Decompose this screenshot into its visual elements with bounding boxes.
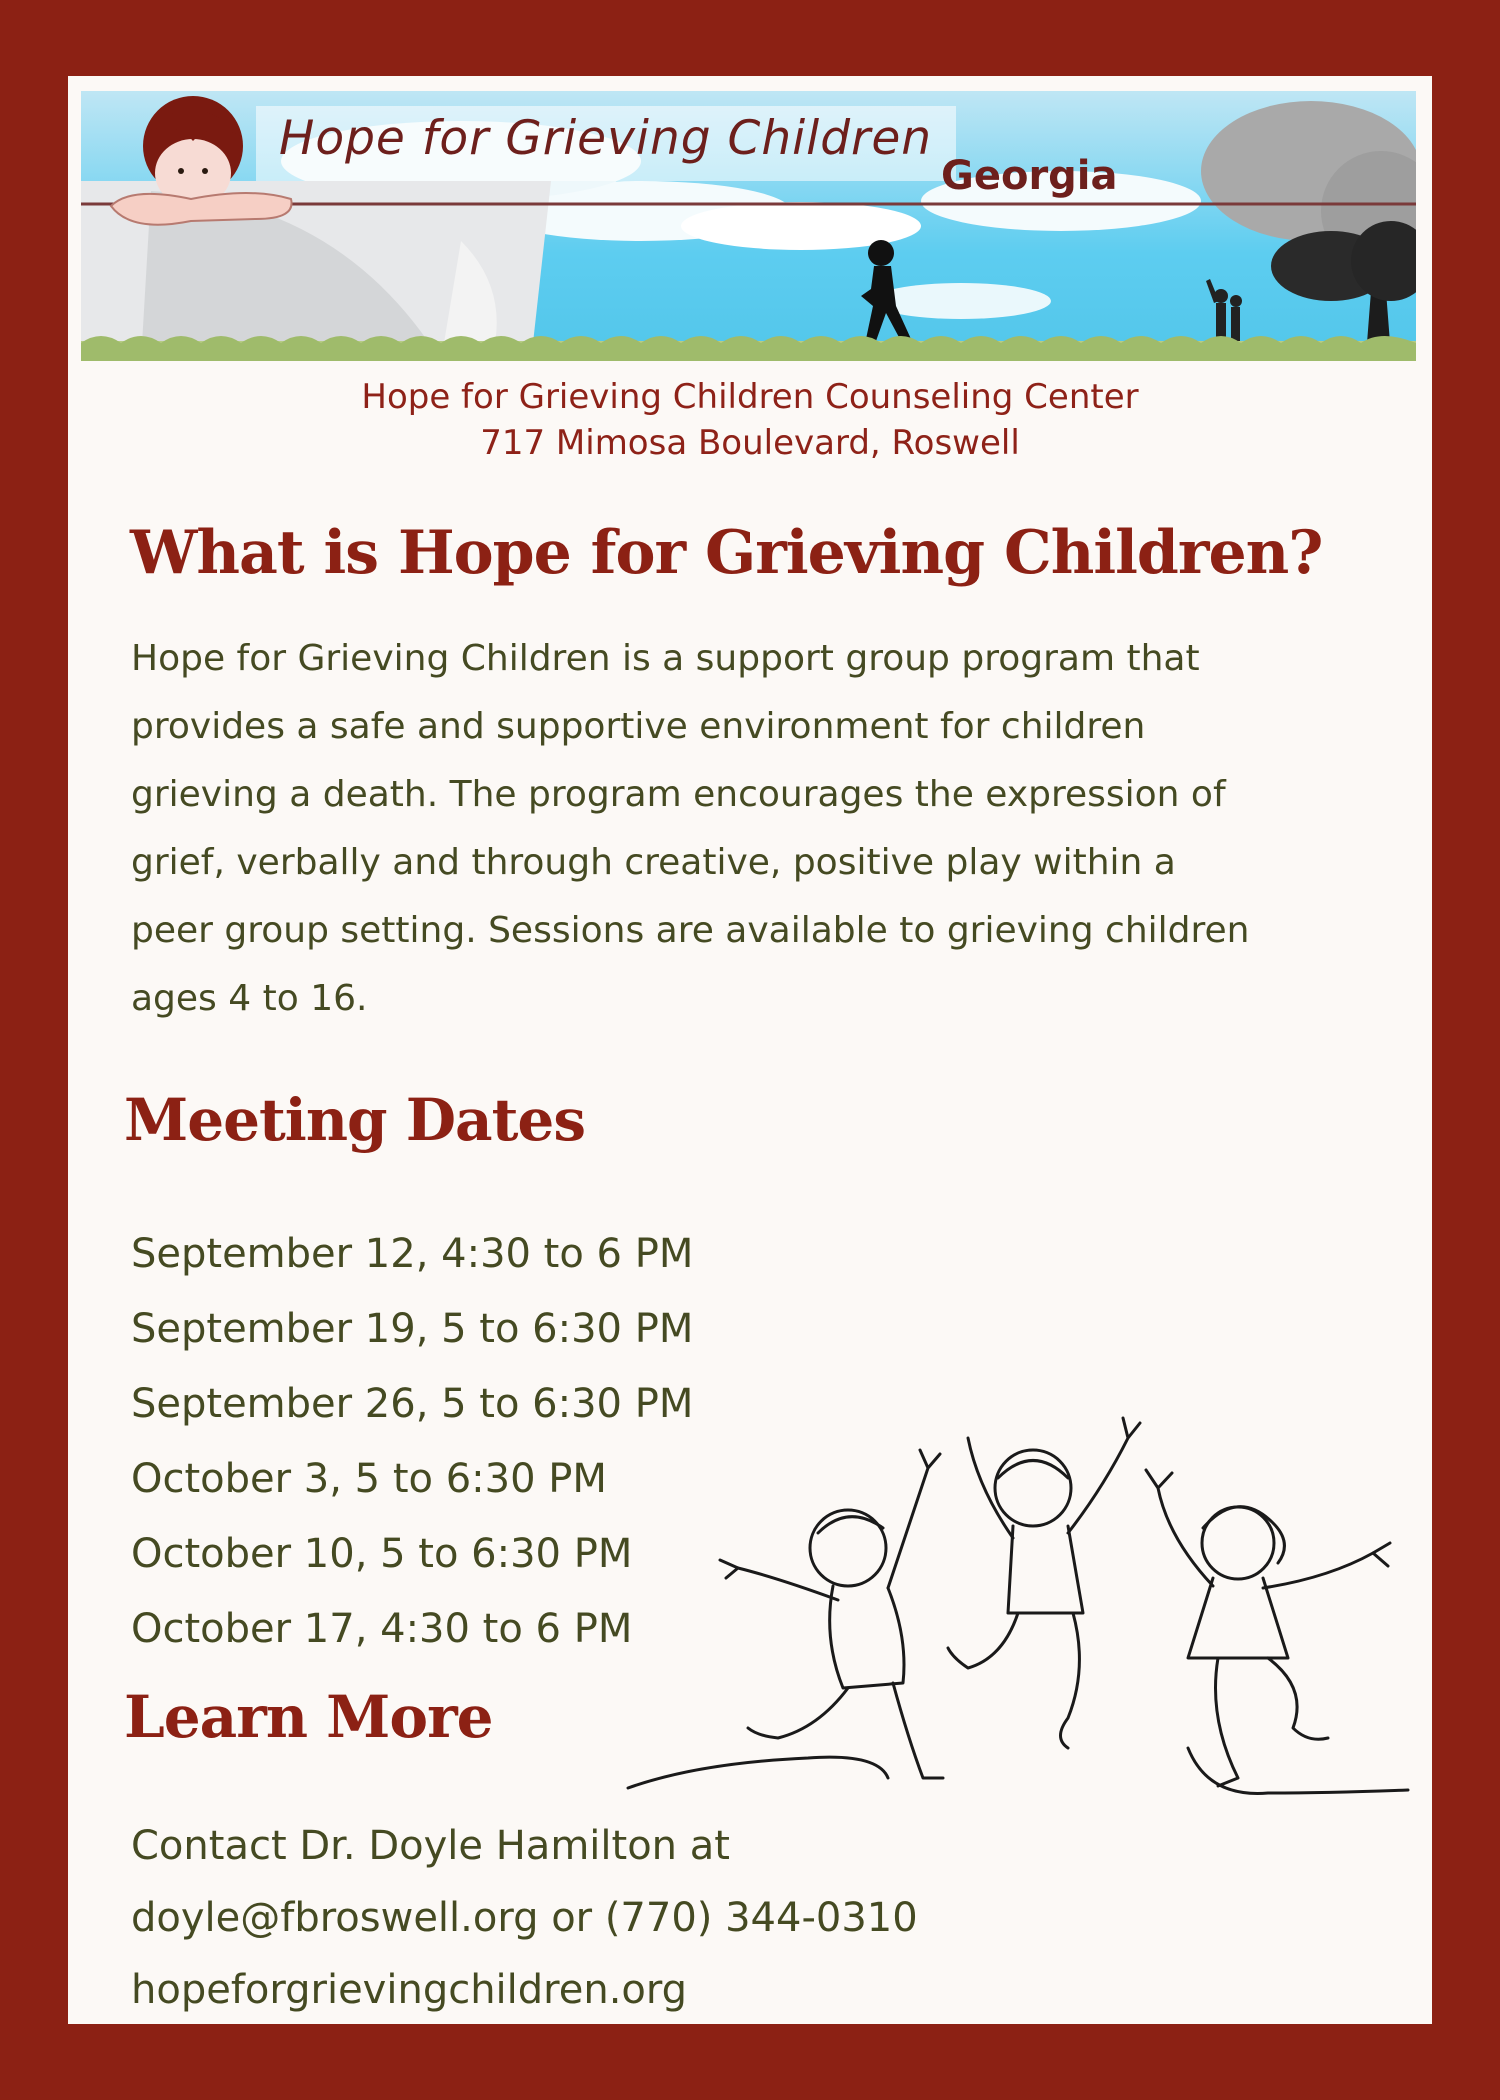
contact-block <box>131 1810 918 2026</box>
about-line: grieving a death. The program encourages the expression of <box>131 774 1226 815</box>
meetings-heading: Meeting Dates <box>124 1086 585 1154</box>
contact-email-phone[interactable]: doyle@fbroswell.org or (770) 344-0310 <box>131 1895 918 1941</box>
center-address: 717 Mimosa Boulevard, Roswell <box>480 423 1020 463</box>
meeting-date: September 26, 5 to 6:30 PM <box>131 1381 694 1427</box>
about-line: provides a safe and supportive environment for children <box>131 706 1146 747</box>
learn-more-heading: Learn More <box>124 1683 493 1751</box>
meeting-date: September 19, 5 to 6:30 PM <box>131 1306 694 1352</box>
meeting-date: September 12, 4:30 to 6 PM <box>131 1231 694 1277</box>
meeting-date: October 17, 4:30 to 6 PM <box>131 1606 633 1652</box>
dancing-children-illustration <box>548 1338 1500 1848</box>
banner-title: Hope for Grieving Children <box>279 111 933 166</box>
header-banner <box>81 91 1416 361</box>
flyer-page <box>68 76 1432 2024</box>
center-name: Hope for Grieving Children Counseling Center <box>361 377 1139 417</box>
meeting-date: October 3, 5 to 6:30 PM <box>131 1456 607 1502</box>
about-heading: What is Hope for Grieving Children? <box>130 518 1323 588</box>
website-link[interactable]: hopeforgrievingchildren.org <box>131 1967 688 2013</box>
about-paragraph <box>131 638 1381 1033</box>
banner-subtitle: Georgia <box>941 153 1118 199</box>
about-line: ages 4 to 16. <box>131 978 368 1019</box>
contact-line: Contact Dr. Doyle Hamilton at <box>131 1823 730 1869</box>
meeting-date: October 10, 5 to 6:30 PM <box>131 1531 633 1577</box>
about-line: grief, verbally and through creative, positive play within a <box>131 842 1176 883</box>
about-line: peer group setting. Sessions are available to grieving children <box>131 910 1250 951</box>
about-line: Hope for Grieving Children is a support group program that <box>131 638 1200 679</box>
